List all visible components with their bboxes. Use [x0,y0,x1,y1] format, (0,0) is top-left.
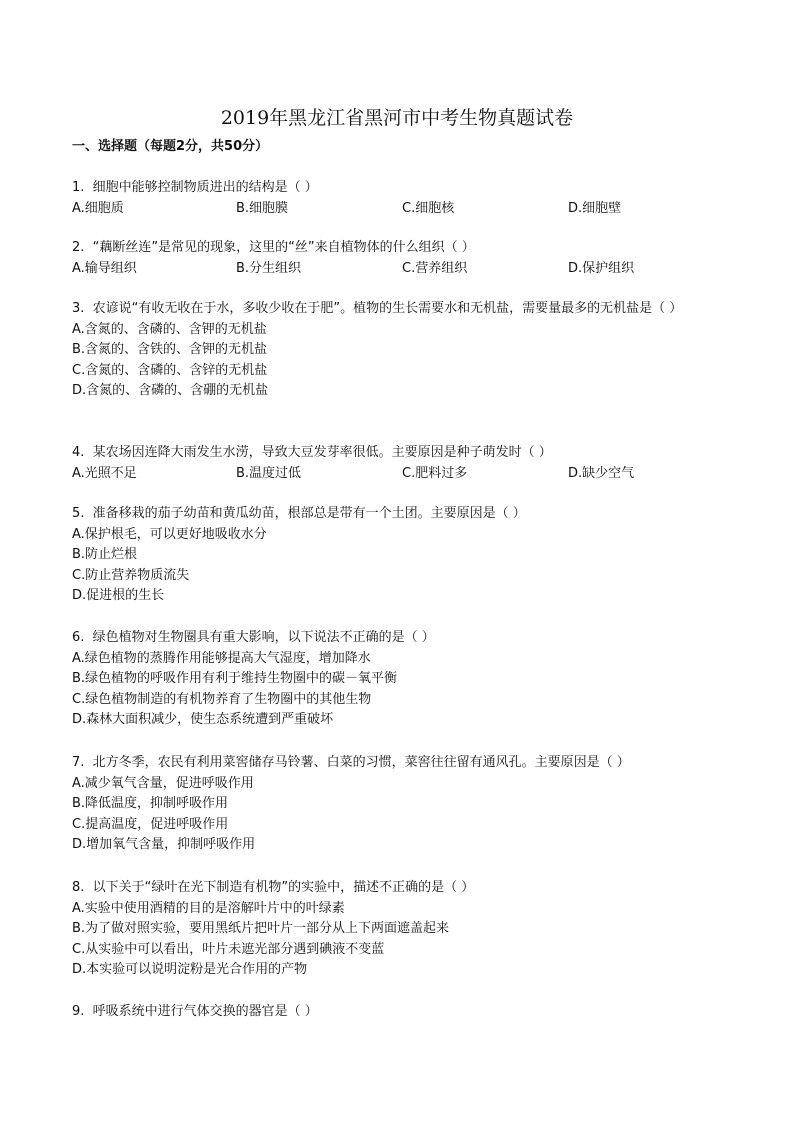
question-stem: 4. 某农场因连降大雨发生水涝，导致大豆发芽率很低。主要原因是种子萌发时（ ） [72,445,552,460]
question-8 [72,878,722,981]
question-stem: 3. 农谚说“有收无收在于水，多收少收在于肥”。植物的生长需要水和无机盐，需要量最多的无机盐是（ ） [72,301,683,316]
question-stem: 7. 北方冬季，农民有利用菜窖储存马铃薯、白菜的习惯，菜窖往往留有通风孔。主要原因是（ ） [72,755,630,770]
option-a: A.绿色植物的蒸腾作用能够提高大气湿度，增加降水 [72,650,371,666]
option-d: D.森林大面积减少，使生态系统遭到严重破坏 [72,712,334,727]
option-d: D.增加氧气含量，抑制呼吸作用 [72,837,256,852]
option-b: B.温度过低 [236,465,302,481]
question-stem: 9. 呼吸系统中进行气体交换的器官是（ ） [72,1004,318,1019]
option-d: D.含氮的、含磷的、含硼的无机盐 [72,383,269,398]
option-b: B.防止烂根 [72,547,138,562]
option-d: D.细胞壁 [568,200,622,216]
page-title: 2019年黑龙江省黑河市中考生物真题试卷 [220,107,574,129]
question-4 [72,443,722,484]
question-stem: 8. 以下关于“绿叶在光下制造有机物”的实验中，描述不正确的是（ ） [72,880,475,895]
option-d: D.保护组织 [568,260,635,276]
question-stem: 2. “藕断丝连”是常见的现象，这里的“丝”来自植物体的什么组织（ ） [72,240,475,255]
option-d: D.本实验可以说明淀粉是光合作用的产物 [72,962,308,977]
option-a: A.细胞质 [72,200,124,216]
question-6 [72,628,722,731]
question-9 [72,1002,722,1023]
options-row [72,199,722,220]
option-c: C.营养组织 [402,260,468,276]
option-c: C.肥料过多 [402,465,468,481]
question-7 [72,753,722,856]
option-a: A.输导组织 [72,260,137,276]
section-heading: 一、选择题（每题2分，共50分） [72,139,269,154]
question-3 [72,299,722,402]
option-d: D.促进根的生长 [72,588,165,603]
question-stem: 1. 细胞中能够控制物质进出的结构是（ ） [72,180,318,195]
option-c: C.防止营养物质流失 [72,567,190,583]
options-row [72,464,722,485]
question-stem: 5. 准备移栽的茄子幼苗和黄瓜幼苗，根部总是带有一个土团。主要原因是（ ） [72,506,526,521]
option-b: B.为了做对照实验，要用黑纸片把叶片一部分从上下两面遮盖起来 [72,921,450,936]
option-c: C.从实验中可以看出，叶片未遮光部分遇到碘液不变蓝 [72,941,385,957]
option-b: B.分生组织 [236,260,302,276]
question-5 [72,504,722,607]
option-c: C.细胞核 [402,200,455,216]
option-b: B.绿色植物的呼吸作用有利于维持生物圈中的碳－氧平衡 [72,671,398,686]
option-b: B.降低温度，抑制呼吸作用 [72,796,229,811]
question-1 [72,178,722,219]
option-b: B.细胞膜 [236,200,289,216]
option-a: A.含氮的、含磷的、含钾的无机盐 [72,321,267,337]
question-2 [72,238,722,279]
option-d: D.缺少空气 [568,465,635,481]
option-a: A.光照不足 [72,465,137,481]
option-c: C.含氮的、含磷的、含锌的无机盐 [72,362,268,378]
option-a: A.保护根毛，可以更好地吸收水分 [72,526,267,542]
option-c: C.提高温度，促进呼吸作用 [72,816,229,832]
option-c: C.绿色植物制造的有机物养育了生物圈中的其他生物 [72,691,372,707]
option-b: B.含氮的、含铁的、含钾的无机盐 [72,342,268,357]
option-a: A.实验中使用酒精的目的是溶解叶片中的叶绿素 [72,900,345,916]
question-stem: 6. 绿色植物对生物圈具有重大影响，以下说法不正确的是（ ） [72,630,435,645]
options-row [72,259,722,280]
option-a: A.减少氧气含量，促进呼吸作用 [72,775,254,791]
